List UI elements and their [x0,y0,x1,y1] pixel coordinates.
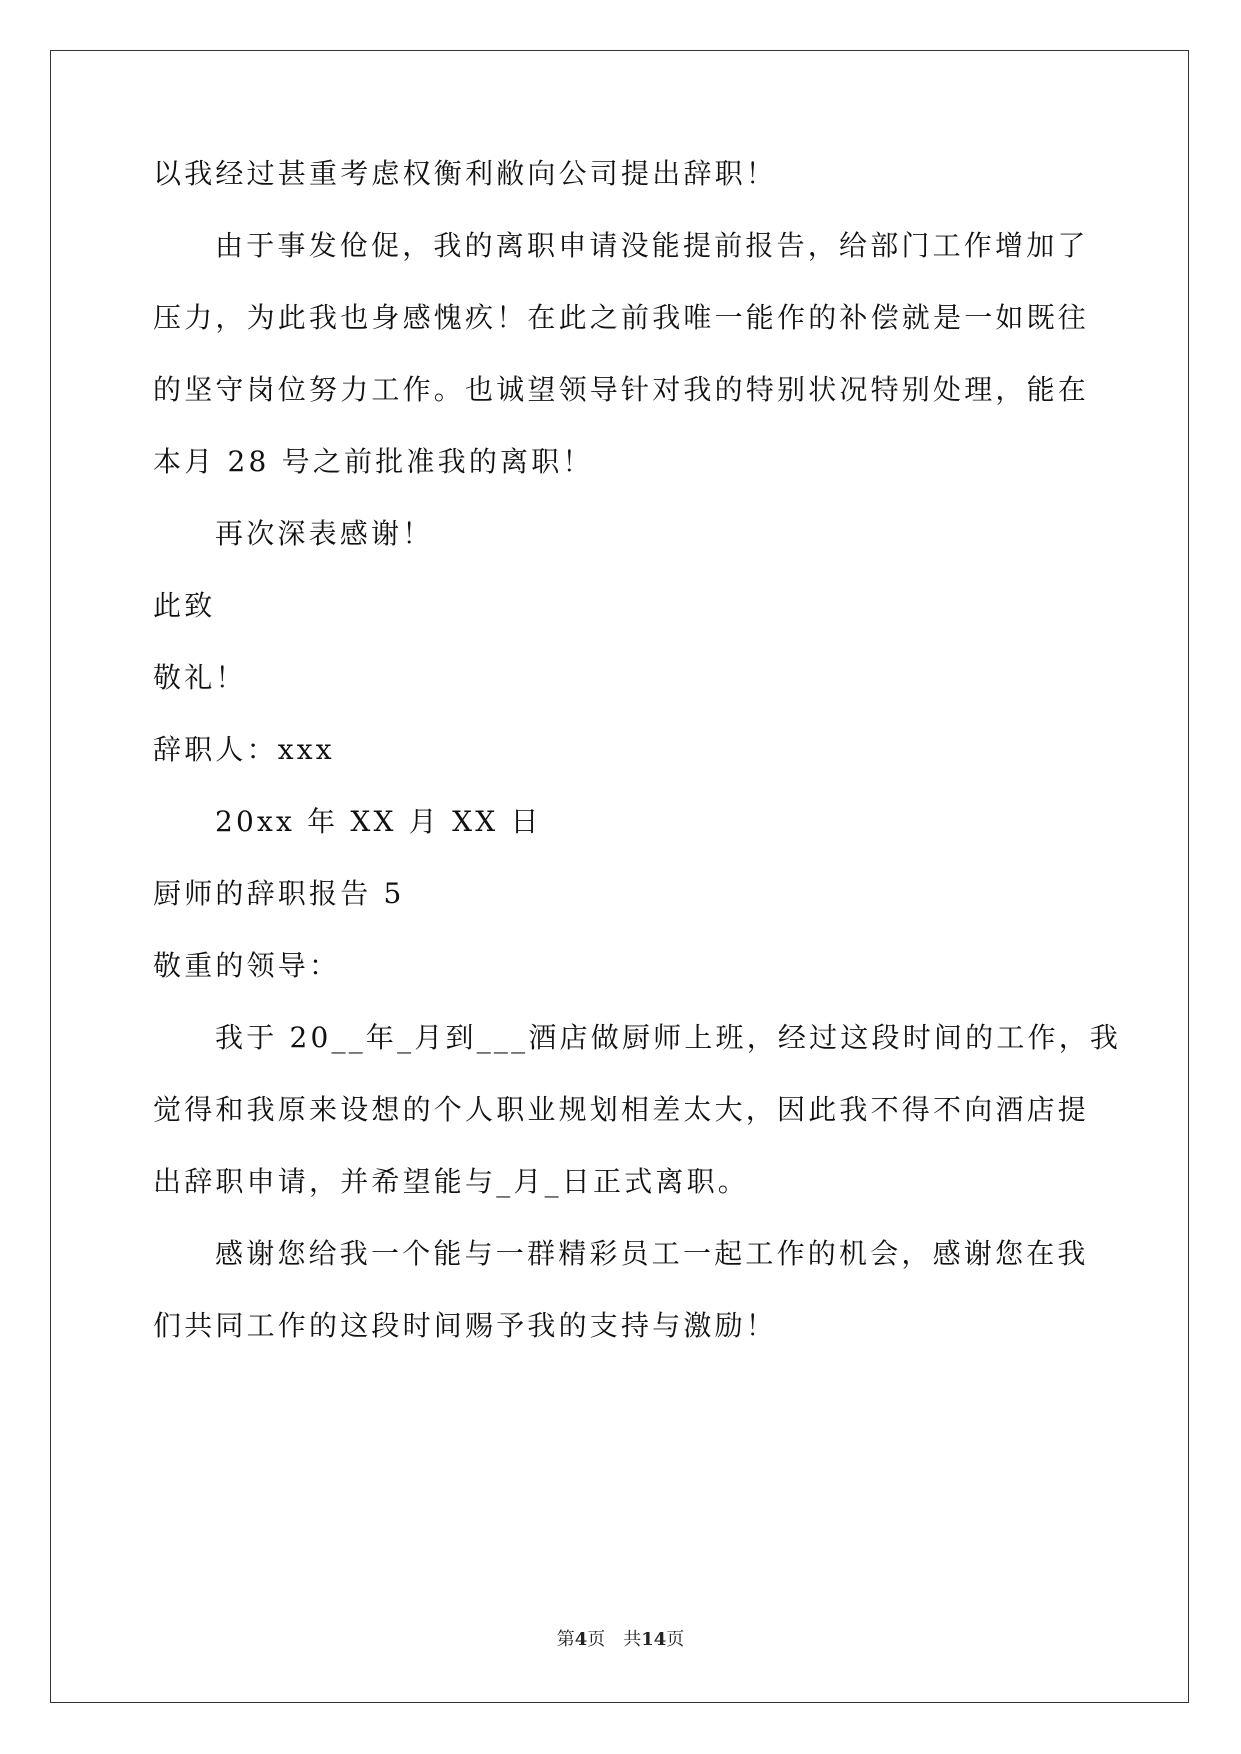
closing-salutation: 此致 [153,589,216,622]
paragraph-first-line: 我于 20__年_月到___酒店做厨师上班，经过这段时间的工作，我 [215,1021,1122,1054]
page-number: 4 [574,1629,588,1650]
text-line: 们共同工作的这段时间赐予我的支持与激励！ [153,1309,778,1342]
text-line: 的坚守岗位努力工作。也诚望领导针对我的特别状况特别处理，能在 [153,373,1090,406]
closing-regards: 敬礼！ [153,661,247,694]
page-suffix: 页 [587,1629,606,1650]
greeting-line: 敬重的领导： [153,949,341,982]
date-line: 20xx 年 XX 月 XX 日 [215,805,542,838]
section-heading: 厨师的辞职报告 5 [153,877,405,910]
page-prefix: 第 [556,1629,575,1650]
signature-line: 辞职人：xxx [153,733,335,766]
text-line: 本月 28 号之前批准我的离职！ [153,445,594,478]
total-prefix: 共 [623,1629,642,1650]
paragraph-first-line: 感谢您给我一个能与一群精彩员工一起工作的机会，感谢您在我 [215,1237,1089,1270]
text-line: 觉得和我原来设想的个人职业规划相差太大，因此我不得不向酒店提 [153,1093,1090,1126]
total-pages: 14 [641,1629,667,1650]
text-line: 出辞职申请，并希望能与_月_日正式离职。 [153,1165,750,1198]
paragraph-first-line: 由于事发伧促，我的离职申请没能提前报告，给部门工作增加了 [215,229,1089,262]
text-line: 以我经过甚重考虑权衡利敝向公司提出辞职！ [153,157,778,190]
paragraph-first-line: 再次深表感谢！ [215,517,434,550]
page-footer [0,1628,1241,1652]
text-line: 压力，为此我也身感愧疚！在此之前我唯一能作的补偿就是一如既往 [153,301,1090,334]
total-suffix: 页 [666,1629,685,1650]
